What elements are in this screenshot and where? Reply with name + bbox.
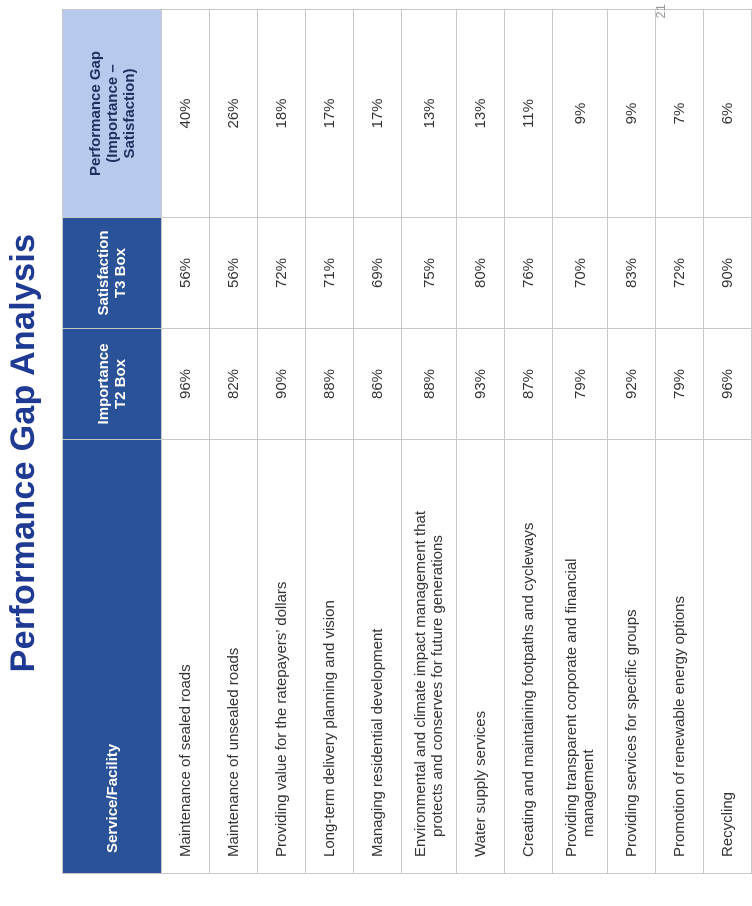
page-number: 21 bbox=[653, 4, 668, 19]
header-gap-line2: (Importance – bbox=[103, 64, 121, 163]
header-importance bbox=[63, 329, 162, 440]
importance-cell: 87% bbox=[505, 329, 553, 440]
service-cell bbox=[306, 440, 354, 874]
importance-cell: 86% bbox=[354, 329, 402, 440]
importance-cell: 96% bbox=[162, 329, 210, 440]
satisfaction-cell: 72% bbox=[656, 218, 704, 329]
service-cell bbox=[656, 440, 704, 874]
gap-cell: 13% bbox=[402, 10, 457, 218]
satisfaction-cell: 90% bbox=[704, 218, 752, 329]
header-service bbox=[63, 440, 162, 874]
table-row bbox=[553, 10, 608, 874]
page-title: Performance Gap Analysis bbox=[4, 233, 42, 673]
importance-cell: 88% bbox=[306, 329, 354, 440]
header-service-label: Service/Facility bbox=[103, 743, 121, 853]
header-satisfaction bbox=[63, 218, 162, 329]
importance-cell: 79% bbox=[656, 329, 704, 440]
table-row bbox=[457, 10, 505, 874]
header-row bbox=[63, 10, 162, 874]
service-cell bbox=[505, 440, 553, 874]
service-label: Long-term delivery planning and vision bbox=[321, 600, 338, 857]
service-cell bbox=[704, 440, 752, 874]
satisfaction-cell: 80% bbox=[457, 218, 505, 329]
gap-cell: 9% bbox=[608, 10, 656, 218]
table-row bbox=[210, 10, 258, 874]
importance-cell: 82% bbox=[210, 329, 258, 440]
gap-cell: 18% bbox=[258, 10, 306, 218]
service-label: Providing services for specific groups bbox=[623, 609, 640, 857]
gap-cell: 11% bbox=[505, 10, 553, 218]
importance-cell: 88% bbox=[402, 329, 457, 440]
satisfaction-cell: 72% bbox=[258, 218, 306, 329]
service-label: Recycling bbox=[719, 791, 736, 857]
header-gap-line3: Satisfaction) bbox=[120, 68, 138, 159]
service-label: Managing residential development bbox=[369, 628, 386, 857]
table-row bbox=[505, 10, 553, 874]
service-label: Water supply services bbox=[472, 710, 489, 857]
table-row bbox=[306, 10, 354, 874]
service-cell bbox=[210, 440, 258, 874]
gap-cell: 7% bbox=[656, 10, 704, 218]
table-row bbox=[258, 10, 306, 874]
importance-cell: 96% bbox=[704, 329, 752, 440]
service-label-line2: management bbox=[580, 749, 597, 837]
performance-gap-table bbox=[62, 9, 752, 874]
satisfaction-cell: 56% bbox=[162, 218, 210, 329]
service-cell bbox=[553, 440, 608, 874]
service-label: Promotion of renewable energy options bbox=[671, 596, 688, 857]
service-cell bbox=[608, 440, 656, 874]
service-cell bbox=[162, 440, 210, 874]
satisfaction-cell: 83% bbox=[608, 218, 656, 329]
importance-cell: 92% bbox=[608, 329, 656, 440]
satisfaction-cell: 76% bbox=[505, 218, 553, 329]
gap-cell: 17% bbox=[306, 10, 354, 218]
service-cell bbox=[457, 440, 505, 874]
gap-cell: 26% bbox=[210, 10, 258, 218]
service-label: Environmental and climate impact management that bbox=[412, 510, 429, 857]
gap-cell: 17% bbox=[354, 10, 402, 218]
table-row bbox=[162, 10, 210, 874]
header-gap-line1: Performance Gap bbox=[86, 50, 104, 177]
header-importance-line2: T2 Box bbox=[112, 359, 129, 410]
table-row bbox=[656, 10, 704, 874]
service-cell bbox=[258, 440, 306, 874]
gap-cell: 9% bbox=[553, 10, 608, 218]
header-importance-line1: Importance bbox=[95, 343, 112, 425]
gap-cell: 6% bbox=[704, 10, 752, 218]
importance-cell: 79% bbox=[553, 329, 608, 440]
service-label-line2: protects and conserves for future generations bbox=[429, 535, 446, 837]
gap-cell: 40% bbox=[162, 10, 210, 218]
header-satisfaction-line2: T3 Box bbox=[112, 248, 129, 299]
table-row bbox=[608, 10, 656, 874]
table-row bbox=[402, 10, 457, 874]
service-label: Creating and maintaining footpaths and cycleways bbox=[520, 522, 537, 857]
importance-cell: 90% bbox=[258, 329, 306, 440]
satisfaction-cell: 69% bbox=[354, 218, 402, 329]
satisfaction-cell: 70% bbox=[553, 218, 608, 329]
satisfaction-cell: 75% bbox=[402, 218, 457, 329]
service-cell bbox=[402, 440, 457, 874]
satisfaction-cell: 71% bbox=[306, 218, 354, 329]
service-label: Providing transparent corporate and financial bbox=[563, 558, 580, 857]
service-label: Providing value for the ratepayers’ dollars bbox=[273, 581, 290, 857]
table-row bbox=[354, 10, 402, 874]
service-label: Maintenance of unsealed roads bbox=[225, 647, 242, 857]
table-row bbox=[704, 10, 752, 874]
gap-cell: 13% bbox=[457, 10, 505, 218]
satisfaction-cell: 56% bbox=[210, 218, 258, 329]
importance-cell: 93% bbox=[457, 329, 505, 440]
header-satisfaction-line1: Satisfaction bbox=[95, 230, 112, 316]
header-gap bbox=[63, 10, 162, 218]
service-label: Maintenance of sealed roads bbox=[177, 664, 194, 857]
service-cell bbox=[354, 440, 402, 874]
